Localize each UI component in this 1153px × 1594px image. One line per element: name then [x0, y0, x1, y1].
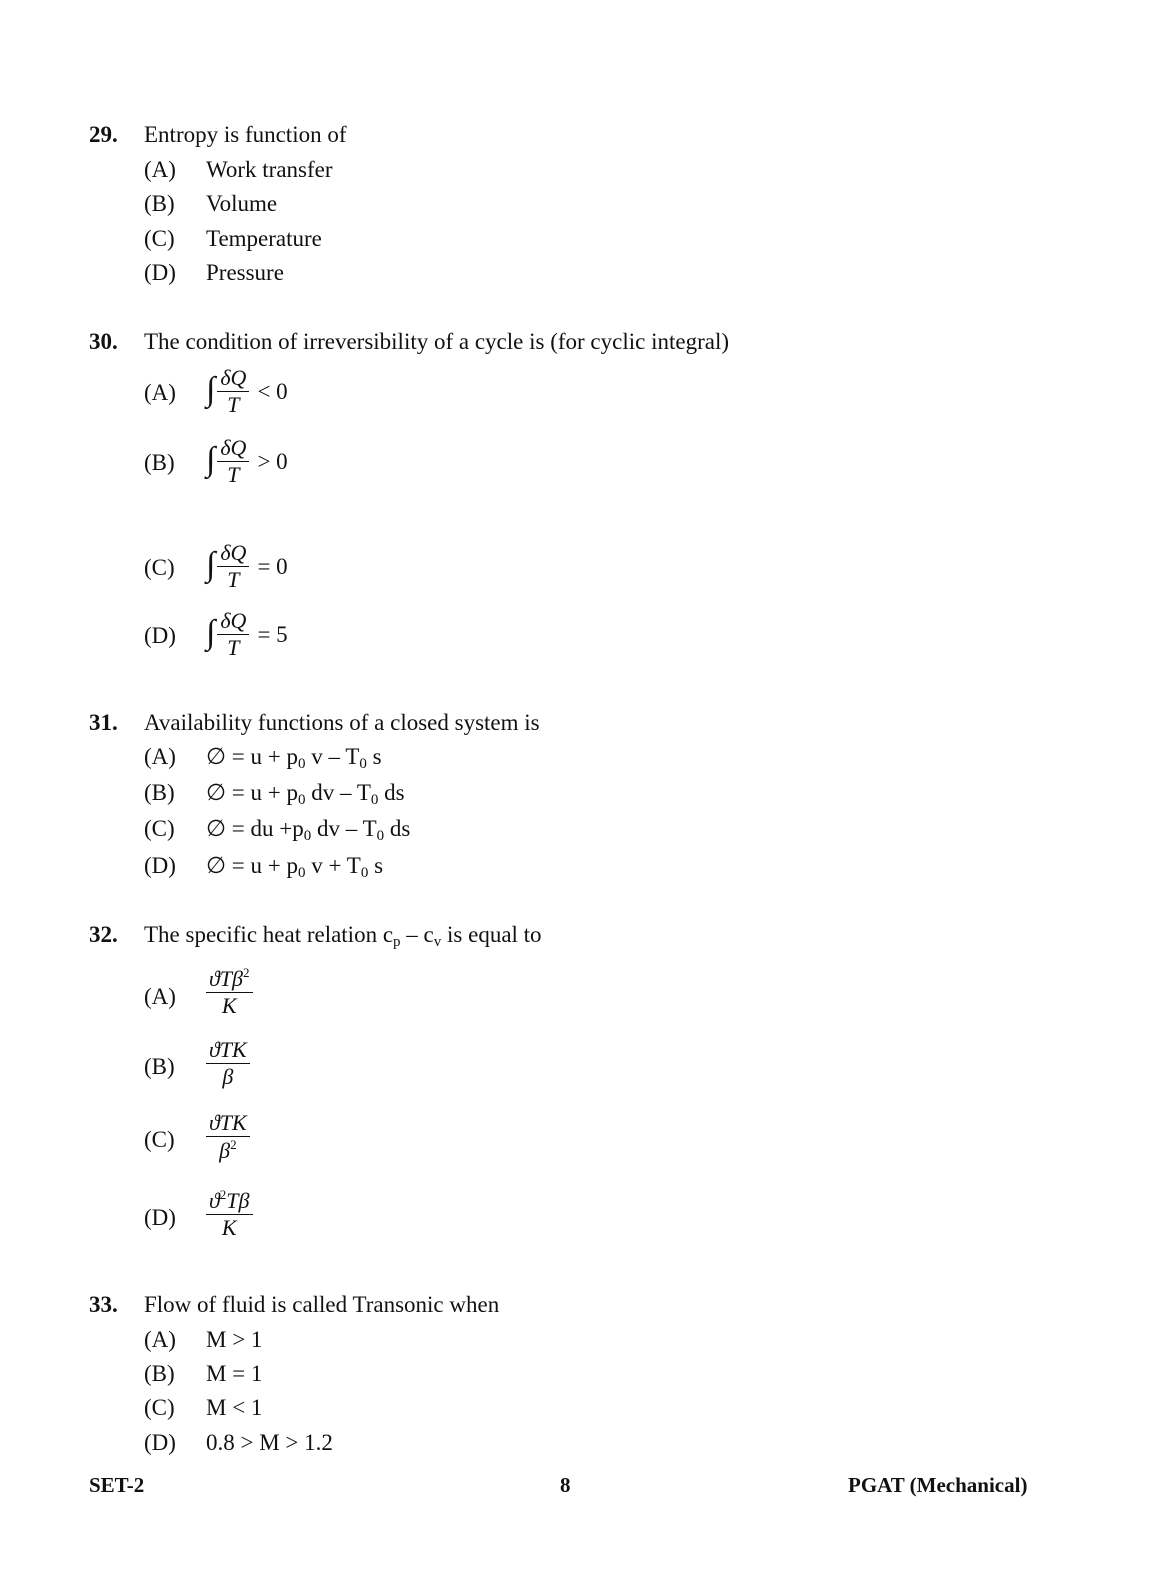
fraction — [206, 1038, 250, 1089]
fraction — [217, 436, 249, 487]
footer-page-number: 8 — [560, 1473, 571, 1497]
integral-sign: ∫ — [206, 613, 216, 651]
fraction — [217, 541, 249, 592]
formula-32-c — [206, 1111, 250, 1163]
option-label: (A) — [144, 984, 176, 1009]
denominator: T — [227, 392, 240, 418]
option-label: (B) — [144, 780, 175, 805]
formula-32-b — [206, 1038, 250, 1089]
option-label: (C) — [144, 1395, 175, 1420]
fraction — [206, 1111, 250, 1163]
subscript: 0 — [297, 792, 306, 808]
formula-30-b — [206, 436, 288, 487]
relation: = 5 — [257, 621, 288, 647]
integral-sign: ∫ — [206, 440, 216, 478]
numerator: ϑTK — [206, 1038, 250, 1064]
option-text: M > 1 — [206, 1327, 263, 1352]
denominator: β — [222, 1064, 234, 1090]
relation: > 0 — [257, 448, 288, 474]
formula-30-d — [206, 609, 288, 660]
formula-part: ∅ = u + p — [206, 780, 298, 805]
denominator — [216, 1137, 239, 1163]
formula-part: dv – T — [311, 816, 377, 841]
formula-32-d — [206, 1188, 253, 1240]
formula-part: ∅ = u + p — [206, 744, 298, 769]
option-label: (C) — [144, 816, 175, 841]
subscript: 0 — [297, 756, 306, 772]
question-number: 30. — [89, 329, 118, 354]
formula-part: v – T — [305, 744, 360, 769]
formula-32-a — [206, 966, 253, 1018]
formula-part: v + T — [305, 853, 361, 878]
question-text: The condition of irreversibility of a cycle is (for cyclic integral) — [144, 329, 729, 354]
denominator: T — [227, 635, 240, 661]
option-label: (B) — [144, 191, 175, 216]
subscript: 0 — [370, 792, 379, 808]
question-number: 31. — [89, 710, 118, 735]
superscript: 2 — [230, 1137, 237, 1153]
relation: < 0 — [257, 378, 288, 404]
option-text: Work transfer — [206, 157, 333, 182]
superscript: 2 — [243, 965, 250, 980]
text-part: – c — [400, 922, 434, 947]
option-label: (B) — [144, 1054, 175, 1079]
subscript: p — [393, 934, 401, 950]
option-label: (C) — [144, 226, 175, 251]
denominator-text: β — [219, 1138, 231, 1164]
formula-part: ∅ = u + p — [206, 853, 298, 878]
subscript: 0 — [303, 828, 312, 844]
option-text: M = 1 — [206, 1361, 263, 1386]
subscript: 0 — [297, 865, 306, 881]
formula-part: s — [366, 744, 382, 769]
question-text — [144, 922, 542, 951]
formula-part: s — [368, 853, 384, 878]
subscript: v — [433, 934, 442, 950]
subscript: 0 — [359, 756, 367, 772]
question-number: 32. — [89, 922, 118, 947]
numerator: δQ — [217, 609, 249, 635]
integral-sign: ∫ — [206, 545, 216, 583]
integral-sign: ∫ — [206, 370, 216, 408]
option-label: (D) — [144, 853, 176, 878]
fraction — [206, 1188, 253, 1240]
option-label: (C) — [144, 1127, 175, 1152]
question-text: Entropy is function of — [144, 122, 347, 147]
option-label: (D) — [144, 260, 176, 285]
question-number: 29. — [89, 122, 118, 147]
formula-part: ds — [384, 816, 411, 841]
denominator: T — [227, 567, 240, 593]
option-label: (C) — [144, 555, 175, 580]
superscript: 2 — [219, 1187, 227, 1202]
numerator: δQ — [217, 436, 249, 462]
option-label: (B) — [144, 450, 175, 475]
formula-part: ds — [378, 780, 405, 805]
numerator-text: ϑTβ — [209, 966, 243, 991]
option-label: (D) — [144, 1430, 176, 1455]
option-text — [206, 853, 383, 882]
option-label: (D) — [144, 1205, 176, 1230]
option-text — [206, 780, 405, 809]
option-text: Pressure — [206, 260, 284, 285]
fraction — [217, 609, 249, 660]
question-text: Flow of fluid is called Transonic when — [144, 1292, 500, 1317]
formula-part: dv – T — [305, 780, 371, 805]
footer-exam-title: PGAT (Mechanical) — [848, 1473, 1028, 1497]
option-label: (B) — [144, 1361, 175, 1386]
numerator — [206, 1188, 253, 1215]
option-text: M < 1 — [206, 1395, 263, 1420]
text-part: is equal to — [441, 922, 542, 947]
option-text: Temperature — [206, 226, 322, 251]
formula-part: ∅ = du +p — [206, 816, 304, 841]
denominator: K — [221, 1215, 237, 1241]
numerator — [206, 966, 253, 993]
subscript: 0 — [360, 865, 369, 881]
option-label: (D) — [144, 623, 176, 648]
formula-30-c — [206, 541, 288, 592]
denominator: T — [227, 462, 240, 488]
option-text: Volume — [206, 191, 278, 216]
option-text — [206, 744, 382, 773]
numerator: ϑTK — [206, 1111, 250, 1137]
option-text — [206, 816, 410, 845]
numerator-prefix: ϑ — [209, 1188, 220, 1213]
option-label: (A) — [144, 1327, 176, 1352]
option-label: (A) — [144, 380, 176, 405]
fraction — [217, 366, 249, 417]
denominator: K — [221, 993, 237, 1019]
option-label: (A) — [144, 744, 176, 769]
text-part: The specific heat relation c — [144, 922, 394, 947]
relation: = 0 — [257, 553, 288, 579]
numerator-text: Tβ — [226, 1188, 250, 1213]
formula-30-a — [206, 366, 288, 417]
question-number: 33. — [89, 1292, 118, 1317]
numerator: δQ — [217, 541, 249, 567]
numerator: δQ — [217, 366, 249, 392]
fraction — [206, 966, 253, 1018]
option-text: 0.8 > M > 1.2 — [206, 1430, 333, 1455]
footer-set-code: SET-2 — [89, 1473, 145, 1497]
question-text: Availability functions of a closed system is — [144, 710, 540, 735]
option-label: (A) — [144, 157, 176, 182]
subscript: 0 — [376, 828, 385, 844]
